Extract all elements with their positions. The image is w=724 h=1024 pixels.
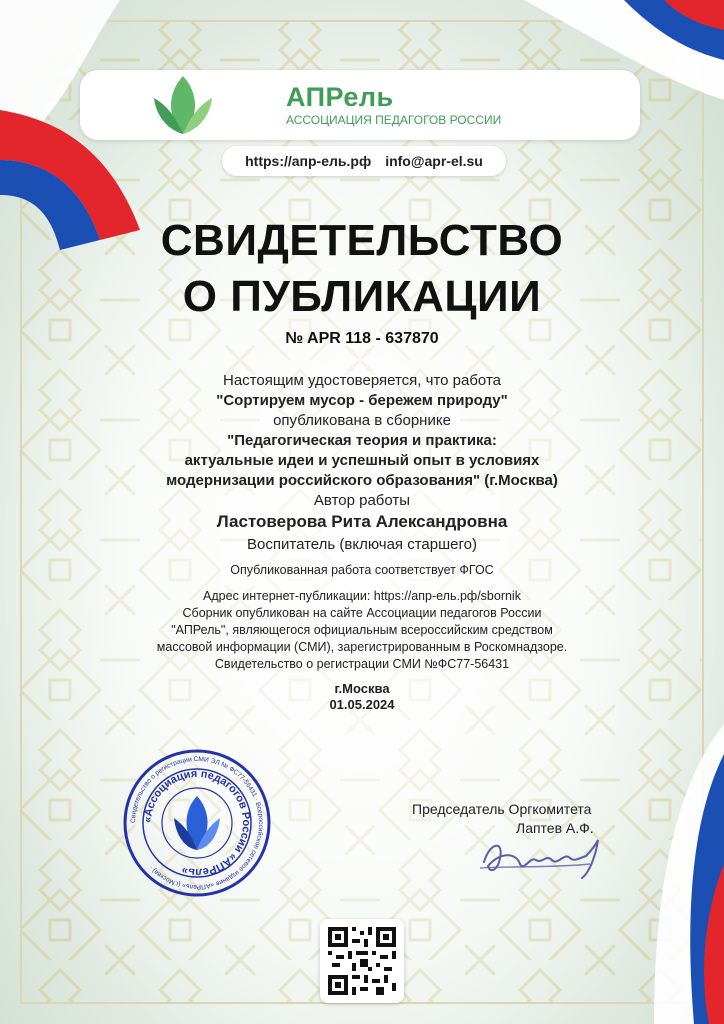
signature-name: Лаптев А.Ф. — [516, 820, 594, 836]
contact-banner — [222, 146, 506, 176]
address-line5: Свидетельство о регистрации СМИ №ФС77-56431 — [214, 657, 510, 671]
fgos-note: Опубликованная работа соответствует ФГОС — [230, 563, 494, 577]
official-stamp — [122, 748, 272, 898]
collection-title-line2: актуальные идеи и успешный опыт в условиях — [184, 452, 540, 469]
logo-title: АПРель — [286, 82, 394, 112]
website-link[interactable]: https://апр-ель.рф — [245, 153, 372, 169]
author-name: Ластоверова Рита Александровна — [216, 512, 508, 531]
signature-role: Председатель Оргкомитета — [412, 801, 592, 817]
collection-title-line1: "Педагогическая теория и практика: — [227, 432, 497, 449]
qr-code-icon — [320, 919, 404, 1003]
address-line1: Адрес интернет-публикации: https://апр-ель.рф/sbornik — [203, 589, 521, 603]
logo-subtitle: АССОЦИАЦИЯ ПЕДАГОГОВ РОССИИ — [286, 113, 502, 127]
author-label: Автор работы — [313, 492, 411, 509]
work-title: "Сортируем мусор - бережем природу" — [216, 392, 508, 409]
published-in-text: опубликована в сборнике — [273, 412, 451, 429]
leaf-logo-icon — [148, 72, 218, 138]
email-link[interactable]: info@apr-el.su — [385, 153, 483, 169]
address-line3: "АПРель", являющегося официальным всероссийским средством — [171, 623, 553, 637]
collection-title-line3: модернизации российского образования" (г.Москва) — [166, 472, 558, 489]
issue-date: 01.05.2024 — [329, 697, 395, 712]
stamp-outer-text: Свидетельство о регистрации СМИ ЭЛ № ФС77-56431 · Всероссийское сетевое издание «АПРель» (г.Москва) · — [129, 755, 265, 891]
author-position: Воспитатель (включая старшего) — [247, 536, 477, 553]
address-line4: массовой информации (СМИ), зарегистрированным в Роскомнадзоре. — [156, 640, 568, 654]
intro-text: Настоящим удостоверяется, что работа — [223, 372, 501, 389]
city: г.Москва — [334, 681, 390, 696]
address-line2: Сборник опубликован на сайте Ассоциации педагогов России — [182, 606, 542, 620]
stamp-inner-text: «Ассоциация педагогов России «АПРель» — [141, 767, 253, 879]
certificate-number: № APR 118 - 637870 — [285, 330, 439, 347]
handwritten-signature — [470, 832, 610, 882]
certificate-title-line1: СВИДЕТЕЛЬСТВО — [160, 216, 564, 265]
certificate-title-line2: О ПУБЛИКАЦИИ — [182, 272, 542, 321]
